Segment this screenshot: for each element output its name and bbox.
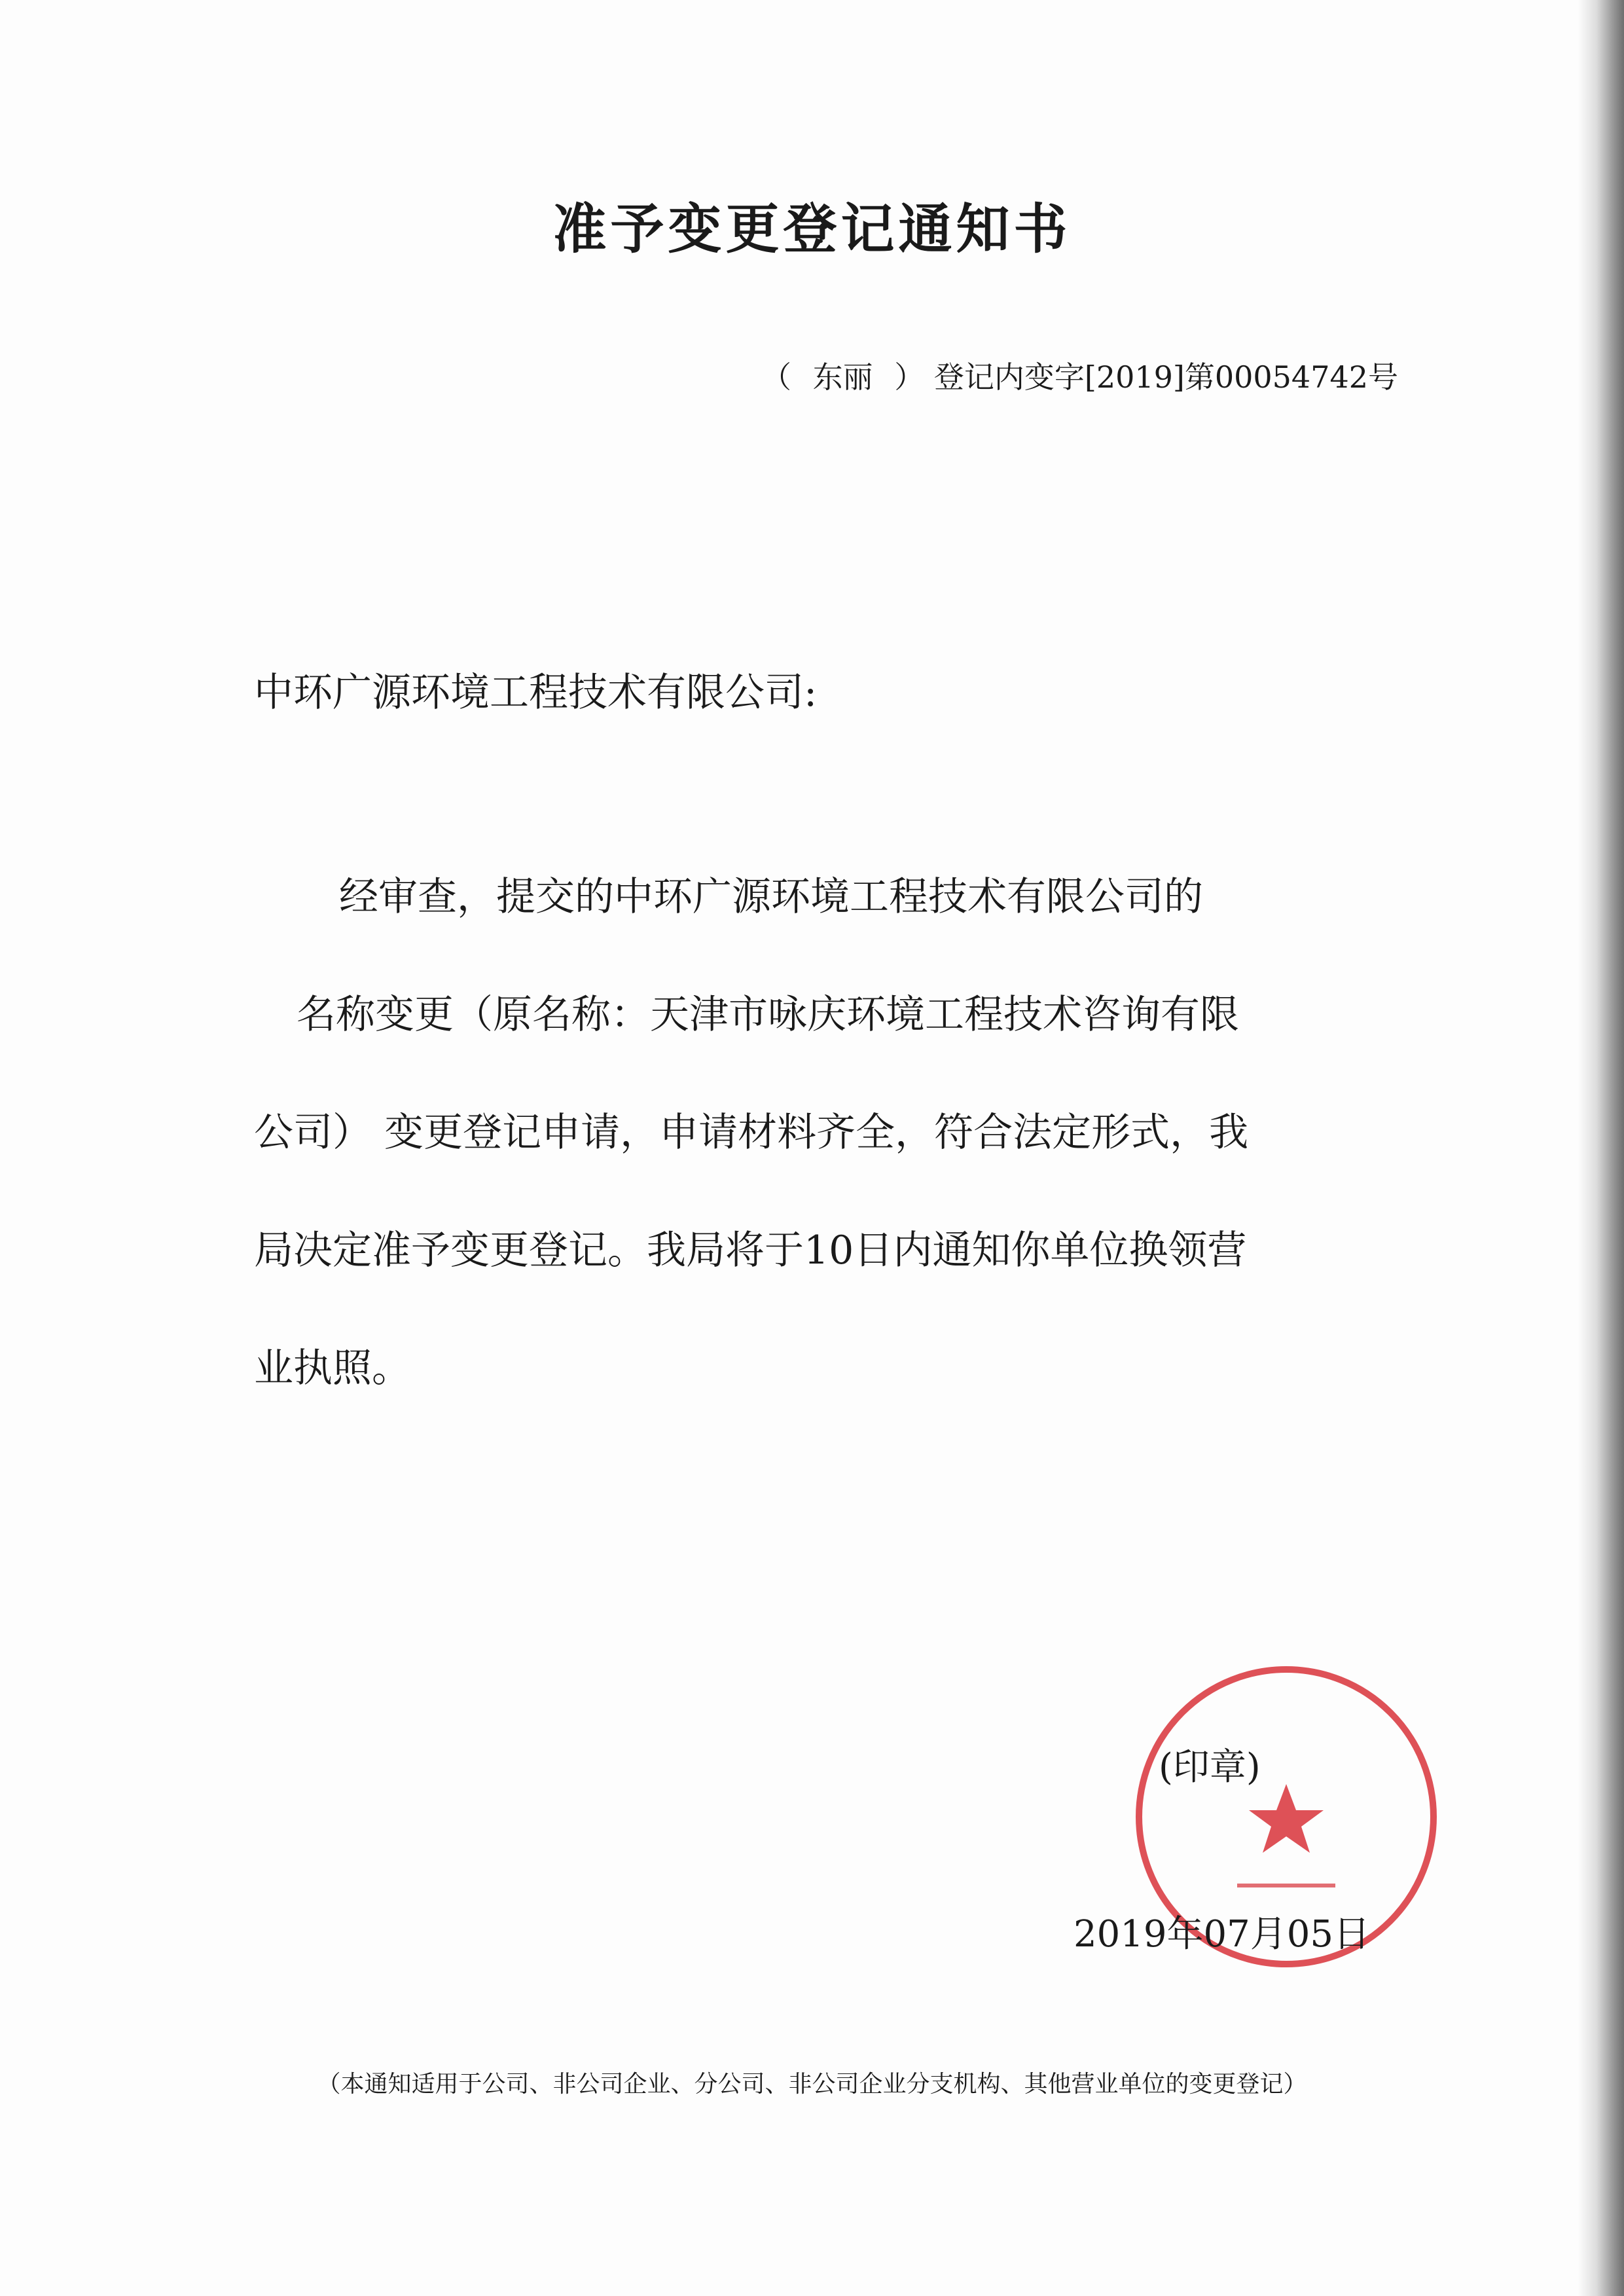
document-title: 准予变更登记通知书 xyxy=(552,198,1072,261)
footnote: （本通知适用于公司、非公司企业、分公司、非公司企业分支机构、其他营业单位的变更登记） xyxy=(317,2071,1307,2098)
doc-number-office: 东丽 xyxy=(812,359,873,395)
seal-star-icon xyxy=(1249,1784,1324,1853)
document-number xyxy=(761,354,1398,397)
body-line: 公司） 变更登记申请，申请材料齐全，符合法定形式，我 xyxy=(254,1110,1249,1156)
scan-shadow-edge xyxy=(1578,0,1624,2296)
body-line: 局决定准予变更登记。我局将于10日内通知你单位换领营 xyxy=(254,1228,1247,1273)
seal-label: (印章) xyxy=(1159,1746,1261,1789)
doc-number-text: 登记内变字[2019]第00054742号 xyxy=(933,359,1398,395)
body-line: 业执照。 xyxy=(254,1345,411,1391)
doc-number-close-paren: ） xyxy=(894,359,925,395)
body-line: 经审查，提交的中环广源环境工程技术有限公司的 xyxy=(339,874,1203,920)
body-line: 名称变更（原名称：天津市咏庆环境工程技术咨询有限 xyxy=(297,992,1239,1038)
notice-body xyxy=(254,838,1380,1427)
issue-date: 2019年07月05日 xyxy=(1074,1913,1371,1956)
doc-number-open-paren: （ xyxy=(761,359,792,395)
addressee: 中环广源环境工程技术有限公司: xyxy=(254,670,818,716)
